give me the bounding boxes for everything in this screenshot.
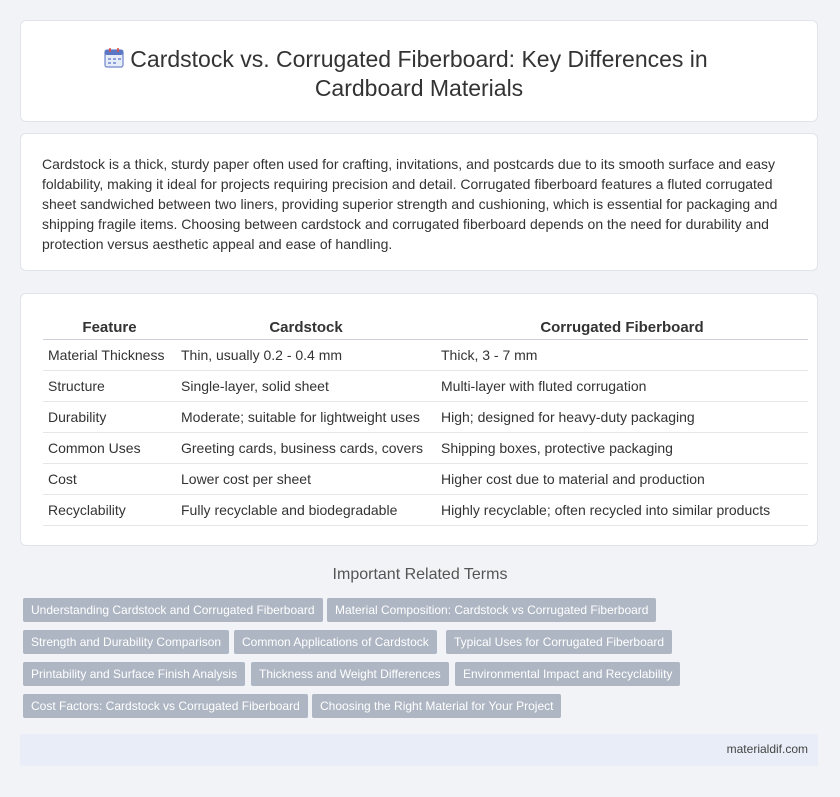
comparison-table <box>43 316 808 526</box>
page-title: Cardstock vs. Corrugated Fiberboard: Key Differences in Cardboard Materials <box>130 46 708 101</box>
table-row <box>43 464 808 495</box>
related-term-tag[interactable]: Understanding Cardstock and Corrugated Fiberboard <box>23 598 323 622</box>
related-terms-title: Important Related Terms <box>332 566 508 583</box>
table-cell: Higher cost due to material and production <box>436 464 808 495</box>
table-cell: Cost <box>43 464 176 495</box>
intro-card <box>20 133 818 271</box>
table-cell: Shipping boxes, protective packaging <box>436 433 808 464</box>
column-header-feature: Feature <box>43 316 176 340</box>
related-term-tag[interactable]: Choosing the Right Material for Your Project <box>312 694 561 718</box>
table-cell: Common Uses <box>43 433 176 464</box>
table-header-row <box>43 316 808 340</box>
intro-paragraph: Cardstock is a thick, sturdy paper often used for crafting, invitations, and postcards due to its smooth surface and easy foldability, making it ideal for projects requiring precision and detail. Corrugated fiberboard features a fluted corrugated sheet sandwiched between two liners, providing superior strength and cushioning, which is essential for packaging and shipping fragile items. Choosing between cardstock and corrugated fiberboard depends on the need for durability and protection versus aesthetic appeal and ease of handling. <box>42 156 778 252</box>
table-row <box>43 371 808 402</box>
table-cell: High; designed for heavy-duty packaging <box>436 402 808 433</box>
related-term-tag[interactable]: Environmental Impact and Recyclability <box>455 662 680 686</box>
table-cell: Material Thickness <box>43 340 176 371</box>
table-cell: Lower cost per sheet <box>176 464 436 495</box>
related-term-tag[interactable]: Strength and Durability Comparison <box>23 630 229 654</box>
table-cell: Highly recyclable; often recycled into similar products <box>436 495 808 526</box>
table-cell: Durability <box>43 402 176 433</box>
table-row <box>43 340 808 371</box>
related-term-tag[interactable]: Material Composition: Cardstock vs Corrugated Fiberboard <box>327 598 656 622</box>
table-cell: Fully recyclable and biodegradable <box>176 495 436 526</box>
header-card <box>20 20 818 122</box>
column-header-corrugated: Corrugated Fiberboard <box>436 316 808 340</box>
table-cell: Moderate; suitable for lightweight uses <box>176 402 436 433</box>
comparison-card <box>20 293 818 546</box>
table-cell: Recyclability <box>43 495 176 526</box>
table-cell: Thin, usually 0.2 - 0.4 mm <box>176 340 436 371</box>
column-header-cardstock: Cardstock <box>176 316 436 340</box>
related-term-tag[interactable]: Common Applications of Cardstock <box>234 630 437 654</box>
table-cell: Thick, 3 - 7 mm <box>436 340 808 371</box>
footer <box>20 734 818 766</box>
table-cell: Structure <box>43 371 176 402</box>
related-term-tag[interactable]: Thickness and Weight Differences <box>251 662 449 686</box>
related-term-tag[interactable]: Cost Factors: Cardstock vs Corrugated Fiberboard <box>23 694 308 718</box>
table-row <box>43 402 808 433</box>
related-term-tag[interactable]: Typical Uses for Corrugated Fiberboard <box>446 630 672 654</box>
related-term-tag[interactable]: Printability and Surface Finish Analysis <box>23 662 245 686</box>
table-cell: Greeting cards, business cards, covers <box>176 433 436 464</box>
table-cell: Single-layer, solid sheet <box>176 371 436 402</box>
table-row <box>43 433 808 464</box>
footer-site-link[interactable]: materialdif.com <box>726 742 808 756</box>
table-row <box>43 495 808 526</box>
table-cell: Multi-layer with fluted corrugation <box>436 371 808 402</box>
